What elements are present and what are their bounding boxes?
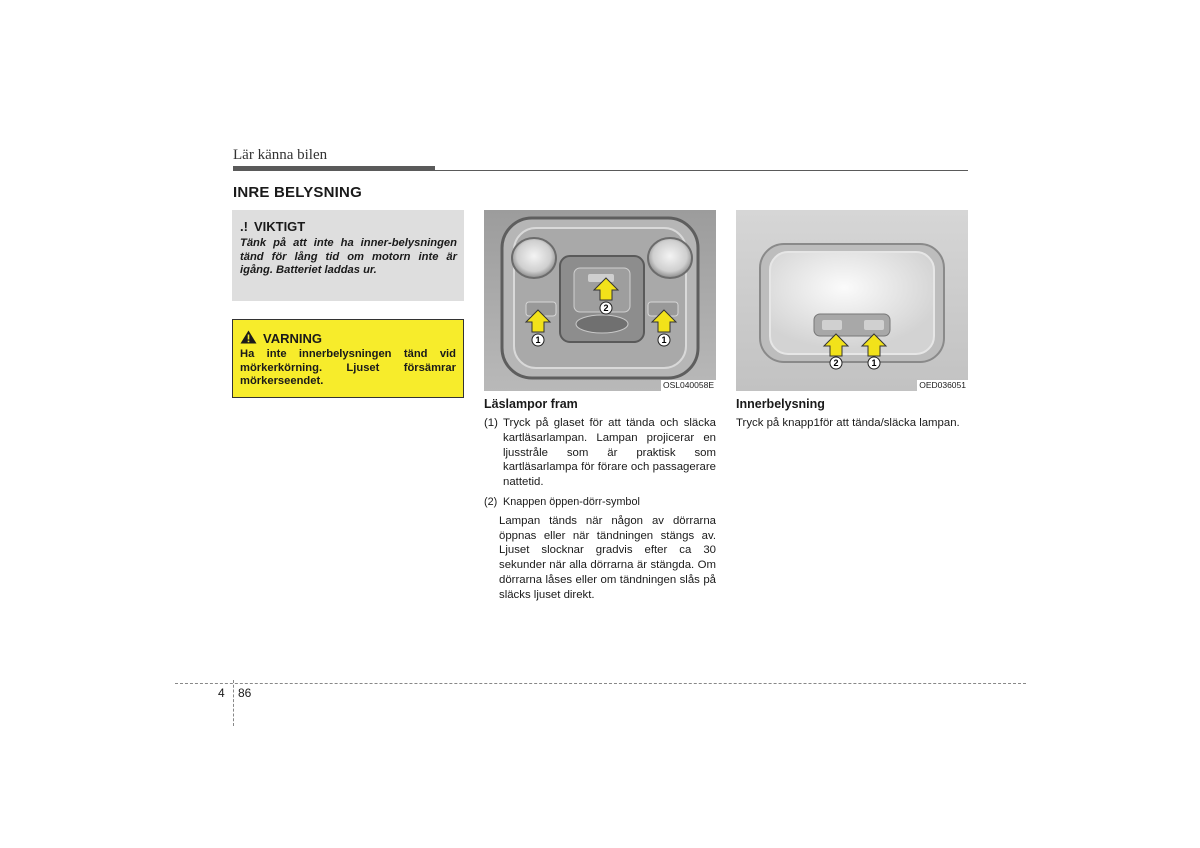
chapter-number: 4 bbox=[218, 686, 225, 700]
callout-1-left: 1 bbox=[535, 335, 541, 345]
front-reading-lamps-photo bbox=[484, 210, 716, 391]
exclamation-icon: .! bbox=[240, 219, 248, 234]
list-text: Knappen öppen-dörr-symbol bbox=[503, 495, 640, 508]
list-number: (1) bbox=[484, 417, 498, 429]
header-rule-thick bbox=[233, 166, 435, 171]
header-rule-thin bbox=[435, 170, 968, 171]
list-item bbox=[484, 495, 716, 510]
front-lamps-list bbox=[484, 416, 716, 603]
interior-light-text: Tryck på knapp1för att tända/släcka lampan. bbox=[736, 417, 960, 429]
callout-2: 2 bbox=[833, 358, 839, 368]
page-number: 86 bbox=[238, 686, 252, 700]
section-title: INRE BELYSNING bbox=[233, 184, 362, 201]
warning-title: VARNING bbox=[263, 331, 322, 346]
callout-1-right: 1 bbox=[661, 335, 667, 345]
notice-text: Tänk på att inte ha inner-belysningen tänd för lång tid om motorn inte är igång. Batteriet laddas ur. bbox=[240, 237, 457, 276]
interior-light-photo bbox=[736, 210, 968, 391]
warning-text: Ha inte innerbelysningen tänd vid mörkerkörning. Ljuset försämrar mörkerseendet. bbox=[240, 348, 456, 387]
front-lamps-heading: Läslampor fram bbox=[484, 397, 578, 411]
list-item-detail: Lampan tänds när någon av dörrarna öppnas eller när tändningen stängs av. Ljuset slocknar gradvis efter ca 30 sekunder när alla dörrarna är stängda. Om dörrarna låses eller om tändningen slås på släcks ljuset direkt. bbox=[499, 514, 716, 601]
list-text: Tryck på glaset för att tända och släcka kartläsarlampan. Lampan projicerar en ljusstråle som är praktisk som kartläsarlampa för förare och passagerare nattetid. bbox=[503, 417, 716, 489]
footer-vertical-divider bbox=[233, 680, 234, 726]
callout-2: 2 bbox=[603, 303, 609, 313]
list-item bbox=[484, 416, 716, 490]
callout-1: 1 bbox=[871, 358, 877, 368]
figure-code: OSL040058E bbox=[662, 380, 714, 390]
notice-title: VIKTIGT bbox=[253, 219, 306, 234]
warning-header bbox=[240, 330, 322, 347]
warning-triangle-icon bbox=[240, 330, 257, 347]
notice-header bbox=[240, 219, 305, 234]
chapter-title: Lär känna bilen bbox=[233, 147, 328, 163]
footer-divider bbox=[175, 683, 1026, 684]
warning-box bbox=[232, 319, 464, 398]
list-number: (2) bbox=[484, 495, 498, 508]
figure-code: OED036051 bbox=[919, 380, 966, 390]
notice-box bbox=[232, 210, 464, 301]
interior-light-heading: Innerbelysning bbox=[736, 397, 825, 411]
